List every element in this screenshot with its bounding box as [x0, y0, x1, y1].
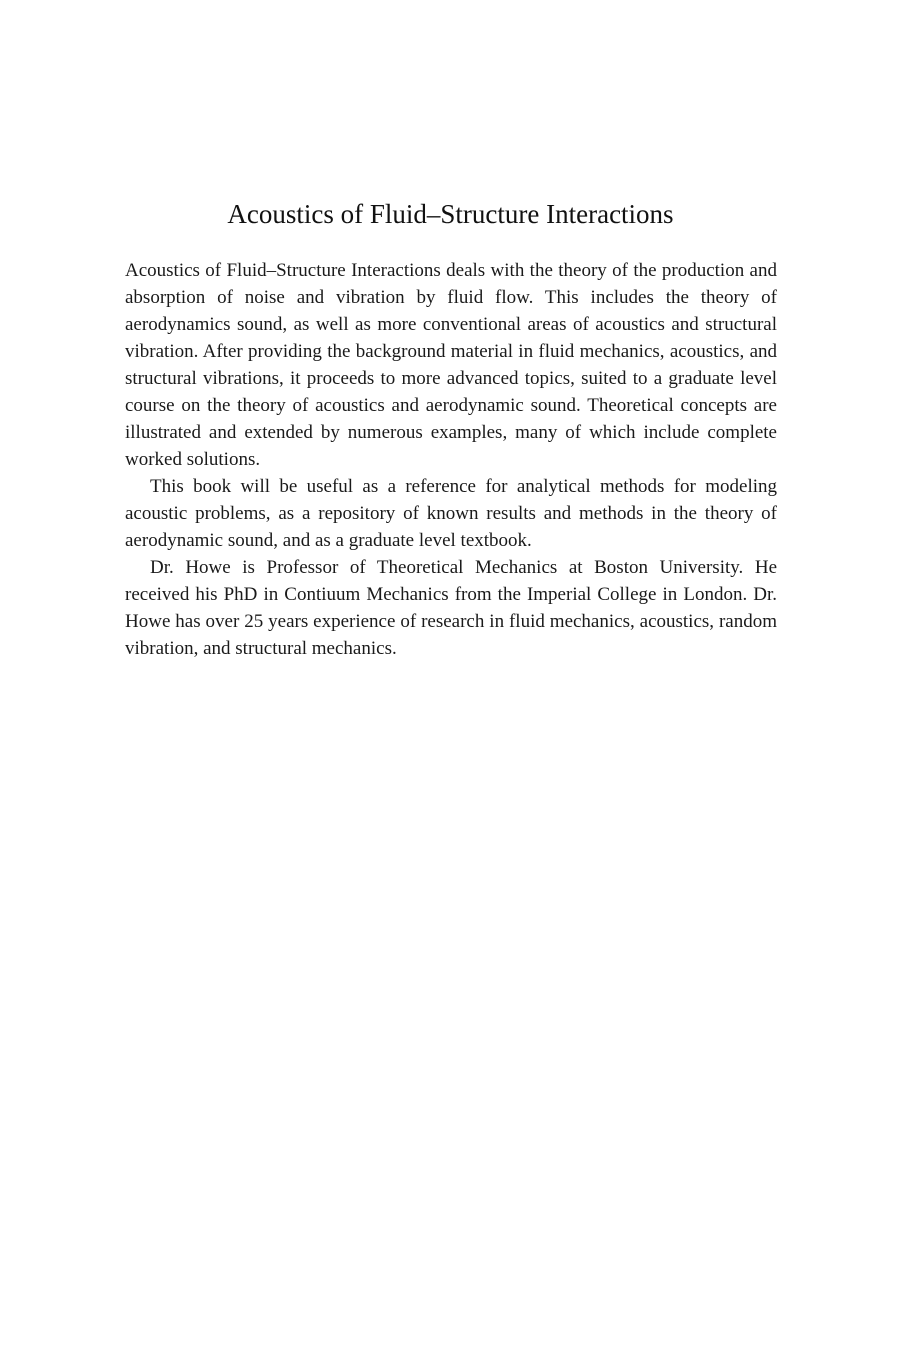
paragraph-description: Acoustics of Fluid–Structure Interactions deals with the theory of the production and absorption of noise and vibration by fluid flow. This includes the theory of aerodynamics sound, as well as more conventional areas of acoustics and structural vibration. After providing the background material in fluid mechanics, acoustics, and structural vibrations, it proceeds to more advanced topics, suited to a graduate level course on the theory of acoustics and aerodynamic sound. Theoretical concepts are illustrated and extended by numerous examples, many of which include complete worked solutions. — [125, 260, 777, 470]
body-text — [125, 257, 777, 662]
paragraph-usage: This book will be useful as a reference for analytical methods for modeling acoustic problems, as a repository of known results and methods in the theory of aerodynamic sound, and as a graduate level textbook. — [125, 476, 777, 551]
page-title: Acoustics of Fluid–Structure Interactions — [227, 199, 674, 229]
paragraph-author-bio: Dr. Howe is Professor of Theoretical Mechanics at Boston University. He received his PhD in Contiuum Mechanics from the Imperial College in London. Dr. Howe has over 25 years experience of research in fluid mechanics, acoustics, random vibration, and structural mechanics. — [125, 557, 777, 659]
